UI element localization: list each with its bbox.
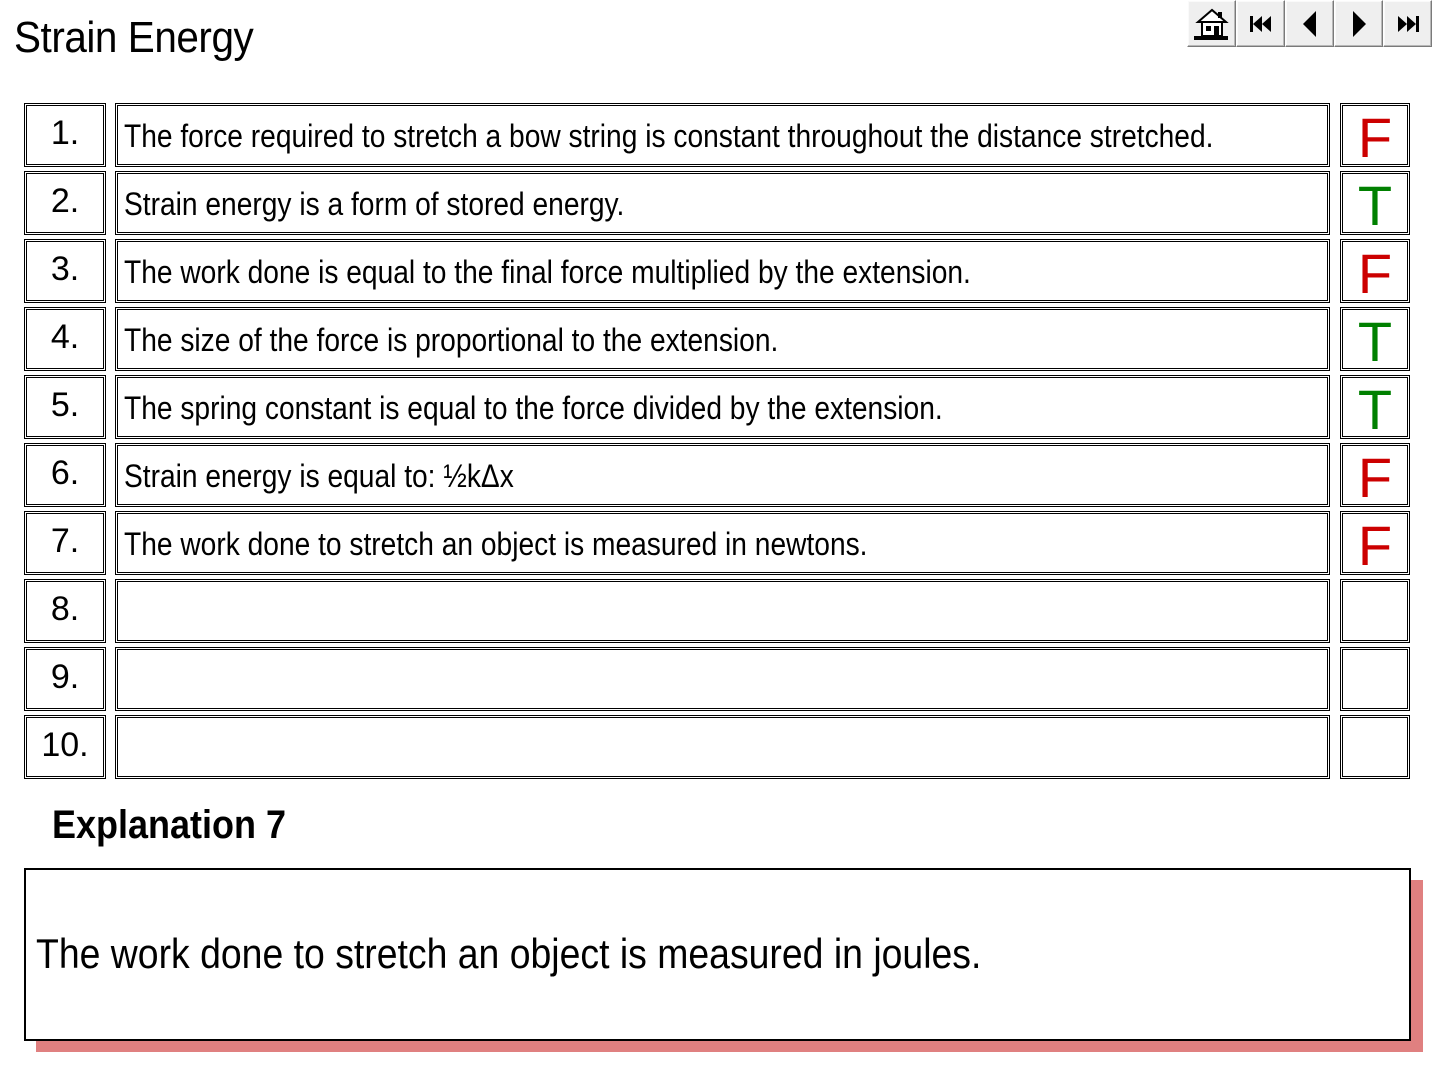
question-number: 5. (24, 375, 106, 439)
home-button[interactable] (1187, 0, 1236, 47)
question-number: 9. (24, 647, 106, 711)
answer-box[interactable]: T (1340, 375, 1410, 439)
next-page-button[interactable] (1334, 0, 1383, 47)
page-title: Strain Energy (14, 13, 254, 62)
explanation-text: The work done to stretch an object is measured in joules. (36, 930, 982, 977)
question-number: 4. (24, 307, 106, 371)
question-number: 2. (24, 171, 106, 235)
question-number: 7. (24, 511, 106, 575)
question-number: 3. (24, 239, 106, 303)
first-page-icon (1247, 12, 1275, 36)
question-statement[interactable] (115, 579, 1330, 643)
statement-text: The force required to stretch a bow string is constant throughout the distance stretched. (124, 118, 1214, 154)
statement-text: Strain energy is equal to: ½kΔx (124, 458, 514, 494)
answer-box[interactable]: T (1340, 307, 1410, 371)
question-statement[interactable] (115, 307, 1330, 371)
last-page-button[interactable] (1383, 0, 1432, 47)
statement-text: Strain energy is a form of stored energy. (124, 186, 625, 222)
explanation-box (24, 868, 1411, 1041)
home-icon (1192, 4, 1232, 44)
navigation-toolbar (1187, 0, 1432, 48)
question-number: 10. (24, 715, 106, 779)
question-statement[interactable] (115, 171, 1330, 235)
question-statement[interactable] (115, 715, 1330, 779)
statement-text: The work done to stretch an object is measured in newtons. (124, 526, 868, 562)
answer-box[interactable] (1340, 647, 1410, 711)
explanation-heading: Explanation 7 (52, 803, 287, 847)
question-statement[interactable] (115, 103, 1330, 167)
question-statement[interactable] (115, 443, 1330, 507)
question-statement[interactable] (115, 511, 1330, 575)
answer-box[interactable] (1340, 579, 1410, 643)
answer-box[interactable]: F (1340, 103, 1410, 167)
next-page-icon (1347, 8, 1371, 40)
question-number: 8. (24, 579, 106, 643)
answer-box[interactable]: F (1340, 443, 1410, 507)
answer-box[interactable]: F (1340, 511, 1410, 575)
question-number: 1. (24, 103, 106, 167)
question-statement[interactable] (115, 647, 1330, 711)
statement-text: The spring constant is equal to the force divided by the extension. (124, 390, 943, 426)
question-number: 6. (24, 443, 106, 507)
statement-text: The work done is equal to the final force multiplied by the extension. (124, 254, 971, 290)
question-statement[interactable] (115, 239, 1330, 303)
previous-page-icon (1298, 8, 1322, 40)
answer-box[interactable]: F (1340, 239, 1410, 303)
first-page-button[interactable] (1236, 0, 1285, 47)
statement-text: The size of the force is proportional to the extension. (124, 322, 779, 358)
question-statement[interactable] (115, 375, 1330, 439)
previous-page-button[interactable] (1285, 0, 1334, 47)
last-page-icon (1394, 12, 1422, 36)
answer-box[interactable] (1340, 715, 1410, 779)
answer-box[interactable]: T (1340, 171, 1410, 235)
